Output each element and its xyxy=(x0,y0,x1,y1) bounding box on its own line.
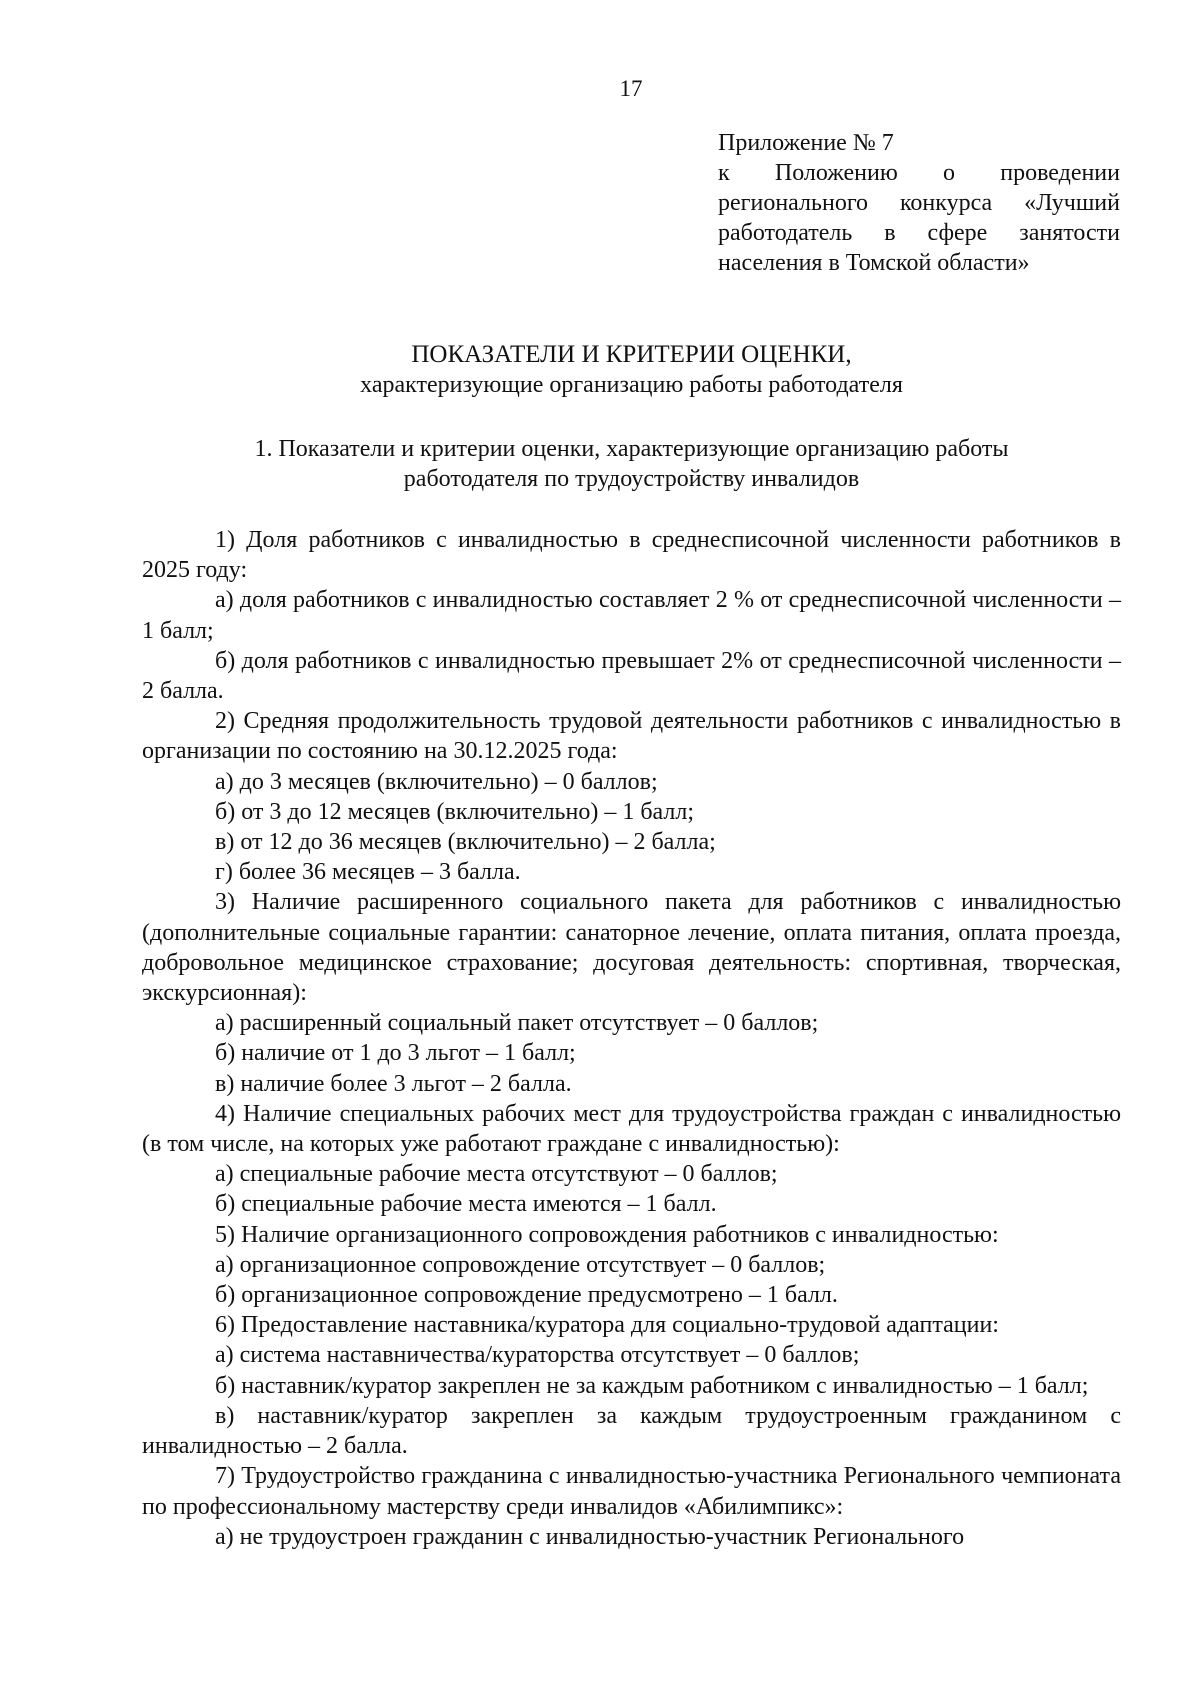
appendix-title: Приложение № 7 xyxy=(718,130,894,156)
criterion-paragraph: а) организационное сопровождение отсутствует – 0 баллов; xyxy=(215,1251,826,1278)
section-heading-line-2: работодателя по трудоустройству инвалидов xyxy=(403,466,860,492)
criterion-paragraph: 5) Наличие организационного сопровождения работников с инвалидностью: xyxy=(215,1221,999,1248)
criterion-paragraph: 1) Доля работников с инвалидностью в среднесписочной численности работников в 2025 году: xyxy=(142,527,1121,584)
criterion-paragraph: а) не трудоустроен гражданин с инвалидностью-участник Регионального xyxy=(215,1523,965,1550)
criterion-paragraph: 3) Наличие расширенного социального пакета для работников с инвалидностью (дополнительные социальные гарантии: санаторное лечение, оплата питания, оплата проезда, добровольное медицинское страхование; досуговая деятельность: спортивная, творческая, экскурсионная): xyxy=(142,889,1121,1007)
criterion-paragraph: в) от 12 до 36 месяцев (включительно) – 2 балла; xyxy=(215,829,716,856)
criterion-paragraph: в) наличие более 3 льгот – 2 балла. xyxy=(215,1070,572,1097)
section-heading-line-1: 1. Показатели и критерии оценки, характеризующие организацию работы xyxy=(254,436,1009,462)
criterion-paragraph: в) наставник/куратор закреплен за каждым трудоустроенным гражданином с инвалидностью – 2 балла. xyxy=(142,1402,1121,1460)
criterion-paragraph: а) система наставничества/кураторства отсутствует – 0 баллов; xyxy=(215,1342,860,1369)
criterion-paragraph: б) доля работников с инвалидностью превышает 2% от среднесписочной численности – 2 балла. xyxy=(142,647,1121,705)
appendix-text: к Положению о проведении регионального конкурса «Лучший работодатель в сфере занятости населения в Томской области» xyxy=(718,160,1120,276)
criterion-paragraph: 4) Наличие специальных рабочих мест для трудоустройства граждан с инвалидностью (в том числе, на которых уже работают граждане с инвалидностью): xyxy=(142,1100,1121,1158)
criterion-paragraph: б) от 3 до 12 месяцев (включительно) – 1 балл; xyxy=(215,798,695,825)
criterion-paragraph: б) организационное сопровождение предусмотрено – 1 балл. xyxy=(215,1282,838,1309)
criterion-paragraph: а) доля работников с инвалидностью составляет 2 % от среднесписочной численности – 1 балл; xyxy=(142,587,1121,644)
criterion-paragraph: 6) Предоставление наставника/куратора для социально-трудовой адаптации: xyxy=(215,1312,999,1339)
criterion-paragraph: а) до 3 месяцев (включительно) – 0 баллов; xyxy=(215,768,658,795)
criterion-paragraph: а) специальные рабочие места отсутствуют – 0 баллов; xyxy=(215,1161,778,1188)
document-title xyxy=(142,340,1121,400)
appendix-block xyxy=(718,128,1120,278)
title-main: ПОКАЗАТЕЛИ И КРИТЕРИИ ОЦЕНКИ, xyxy=(411,341,852,368)
section-heading xyxy=(142,434,1121,494)
criterion-paragraph: б) специальные рабочие места имеются – 1 балл. xyxy=(215,1191,717,1218)
criterion-paragraph: б) наставник/куратор закреплен не за каждым работником с инвалидностью – 1 балл; xyxy=(215,1372,1089,1399)
criterion-paragraph: а) расширенный социальный пакет отсутствует – 0 баллов; xyxy=(215,1010,819,1037)
criterion-paragraph: г) более 36 месяцев – 3 балла. xyxy=(215,859,521,886)
criterion-paragraph: 2) Средняя продолжительность трудовой деятельности работников с инвалидностью в организации по состоянию на 30.12.2025 года: xyxy=(142,708,1121,765)
criteria-body xyxy=(142,525,1121,1552)
criterion-paragraph: 7) Трудоустройство гражданина с инвалидностью-участника Регионального чемпионата по профессиональному мастерству среди инвалидов «Абилимпикс»: xyxy=(142,1463,1121,1520)
title-subtitle: характеризующие организацию работы работодателя xyxy=(360,372,903,398)
criterion-paragraph: б) наличие от 1 до 3 льгот – 1 балл; xyxy=(215,1040,576,1067)
page-number: 17 xyxy=(619,76,643,101)
